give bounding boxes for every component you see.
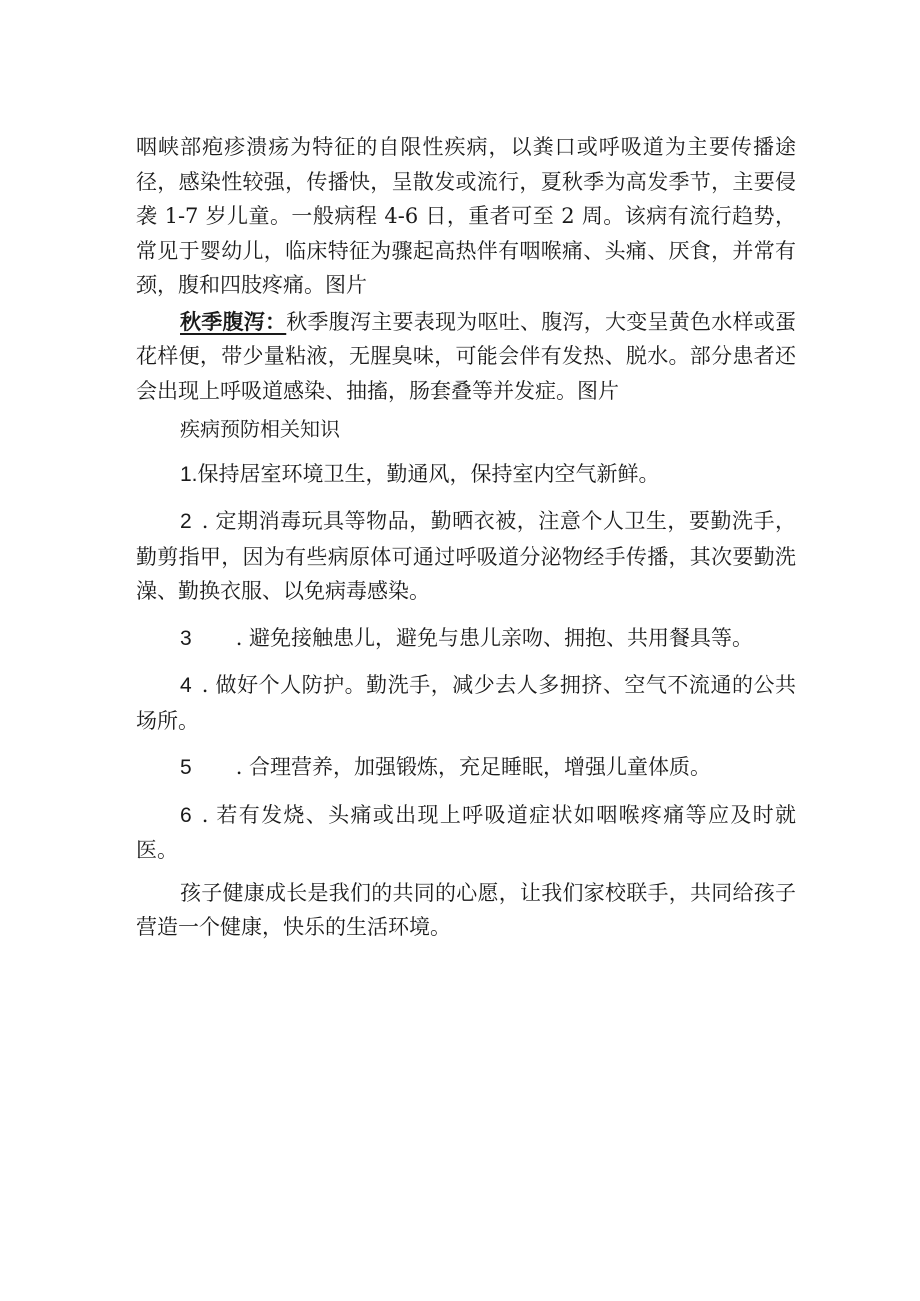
item-text: 保持居室环境卫生，勤通风，保持室内空气新鲜。 xyxy=(197,461,660,486)
prevention-heading: 疾病预防相关知识 xyxy=(180,417,340,441)
prevention-item-5 xyxy=(136,750,796,786)
item-number: 1. xyxy=(180,462,198,486)
autumn-diarrhea-text: 秋季腹泻主要表现为呕吐、腹泻，大变呈黄色水样或蛋花样便，带少量粘液，无腥臭味，可能会伴有发热、脱水。部分患者还会出现上呼吸道感染、抽搐，肠套叠等并发症。图片 xyxy=(136,309,796,403)
autumn-diarrhea-paragraph xyxy=(136,305,796,409)
item-number: 5 xyxy=(180,756,192,779)
item-number: 6 xyxy=(180,803,192,827)
prevention-item-6 xyxy=(136,798,796,868)
prevention-item-3 xyxy=(136,621,796,657)
autumn-diarrhea-label: 秋季腹泻： xyxy=(180,309,287,334)
item-number: 4 xyxy=(180,674,192,697)
item-text: . 做好个人防护。勤洗手，减少去人多拥挤、空气不流通的公共场所。 xyxy=(136,673,796,733)
intro-paragraph: 咽峡部疱疹溃疡为特征的自限性疾病，以粪口或呼吸道为主要传播途径，感染性较强，传播快，呈散发或流行，夏秋季为高发季节，主要侵袭 1-7 岁儿童。一般病程 4-6 日，重者可至 2 周。该病有流行趋势，常见于婴幼儿，临床特征为骤起高热伴有咽喉痛、头痛、厌食，并常有颈，腹和四肢疼痛。图片 xyxy=(136,135,796,297)
item-text: . 若有发烧、头痛或出现上呼吸道症状如咽喉疼痛等应及时就医。 xyxy=(136,802,796,862)
prevention-item-4 xyxy=(136,668,796,738)
item-text: . 避免接触患儿，避免与患儿亲吻、拥抱、共用餐具等。 xyxy=(235,625,754,650)
item-number: 2 xyxy=(180,510,192,533)
item-number: 3 xyxy=(180,626,192,650)
item-text: . 合理营养，加强锻炼，充足睡眠，增强儿童体质。 xyxy=(235,755,712,779)
document-page xyxy=(136,130,796,945)
item-text: . 定期消毒玩具等物品，勤晒衣被，注意个人卫生，要勤洗手，勤剪指甲，因为有些病原体可通过呼吸道分泌物经手传播，其次要勤洗澡、勤换衣服、以免病毒感染。 xyxy=(136,509,796,603)
closing-paragraph: 孩子健康成长是我们的共同的心愿，让我们家校联手，共同给孩子营造一个健康，快乐的生活环境。 xyxy=(136,880,796,939)
prevention-item-1 xyxy=(136,457,796,493)
prevention-item-2 xyxy=(136,504,796,609)
